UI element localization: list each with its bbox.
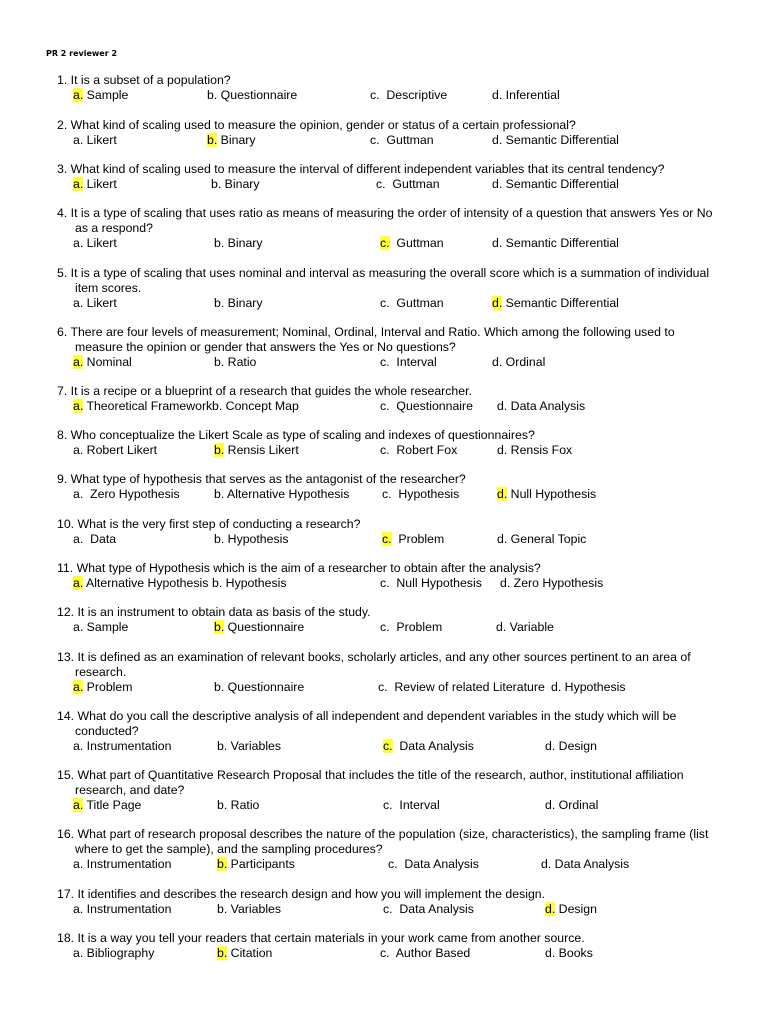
option-text: Likert bbox=[83, 177, 117, 191]
question-text-continued: as a respond? bbox=[75, 221, 153, 235]
option-b bbox=[217, 946, 272, 961]
option-letter: c. bbox=[383, 798, 393, 812]
option-letter: a. bbox=[73, 739, 84, 753]
option-a bbox=[73, 798, 141, 813]
option-text: Semantic Differential bbox=[502, 177, 619, 191]
option-letter: a. bbox=[73, 857, 84, 871]
question-text: 8. Who conceptualize the Likert Scale as type of scaling and indexes of questionnaires? bbox=[57, 428, 535, 442]
option-c bbox=[382, 487, 459, 502]
option-d bbox=[497, 399, 585, 414]
option-letter: c. bbox=[370, 88, 380, 102]
option-a bbox=[73, 177, 117, 192]
option-c bbox=[380, 296, 444, 311]
answer-options bbox=[0, 443, 768, 458]
option-letter: d. bbox=[551, 680, 562, 694]
option-letter: d. bbox=[492, 355, 503, 369]
option-letter: b. bbox=[214, 680, 225, 694]
option-c bbox=[383, 902, 474, 917]
answer-key-highlight: c. bbox=[380, 236, 390, 250]
option-text: Binary bbox=[221, 177, 260, 191]
option-letter: a. bbox=[73, 443, 84, 457]
option-text: Books bbox=[555, 946, 593, 960]
option-text: Ratio bbox=[227, 798, 260, 812]
option-text: Hypothesis bbox=[222, 576, 287, 590]
question-text-continued: research, and date? bbox=[75, 783, 185, 797]
answer-key-highlight: a. bbox=[73, 355, 84, 369]
answer-key-highlight: b. bbox=[217, 946, 228, 960]
question-text: 3. What kind of scaling used to measure the interval of different independent variables that its central tendency? bbox=[57, 162, 665, 176]
option-letter: b. bbox=[207, 88, 218, 102]
question-text-continued: conducted? bbox=[75, 724, 139, 738]
answer-options bbox=[0, 88, 768, 103]
option-letter: a. bbox=[73, 532, 84, 546]
option-letter: a. bbox=[73, 487, 84, 501]
option-a bbox=[73, 133, 117, 148]
option-letter: c. bbox=[380, 946, 390, 960]
option-text: Binary bbox=[217, 133, 256, 147]
option-a bbox=[73, 532, 116, 547]
document-title: PR 2 reviewer 2 bbox=[46, 49, 118, 58]
question-text: 14. What do you call the descriptive analysis of all independent and dependent variables in the study which will be bbox=[57, 709, 677, 723]
answer-key-highlight: a. bbox=[73, 680, 84, 694]
option-d bbox=[497, 443, 572, 458]
option-text: Guttman bbox=[379, 133, 434, 147]
option-text: Questionnaire bbox=[217, 88, 298, 102]
option-b bbox=[217, 857, 295, 872]
answer-key-highlight: a. bbox=[73, 88, 84, 102]
question-text: 13. It is defined as an examination of relevant books, scholarly articles, and any other sources pertinent to an area of bbox=[57, 650, 691, 664]
option-b bbox=[214, 236, 263, 251]
option-letter: c. bbox=[380, 296, 390, 310]
option-c bbox=[370, 88, 447, 103]
option-text: Semantic Differential bbox=[502, 296, 619, 310]
option-text: General Topic bbox=[507, 532, 587, 546]
option-c bbox=[380, 443, 457, 458]
answer-key-highlight: d. bbox=[492, 296, 503, 310]
option-text: Ordinal bbox=[555, 798, 599, 812]
option-c bbox=[380, 236, 444, 251]
option-text: Problem bbox=[83, 680, 133, 694]
option-text: Data Analysis bbox=[392, 739, 474, 753]
option-text: Instrumentation bbox=[83, 857, 172, 871]
option-d bbox=[492, 133, 619, 148]
option-a bbox=[73, 296, 117, 311]
question-text: 12. It is an instrument to obtain data as basis of the study. bbox=[57, 605, 371, 619]
answer-key-highlight: a. bbox=[73, 399, 84, 413]
question-text: 4. It is a type of scaling that uses ratio as means of measuring the order of intensity of a question that answers Yes or No bbox=[57, 206, 713, 220]
answer-options bbox=[0, 902, 768, 917]
option-text: Design bbox=[555, 739, 597, 753]
option-letter: a. bbox=[73, 236, 84, 250]
question-text-continued: measure the opinion or gender that answers the Yes or No questions? bbox=[75, 340, 456, 354]
option-letter: c. bbox=[383, 902, 393, 916]
option-text: Ratio bbox=[224, 355, 257, 369]
option-b bbox=[217, 902, 281, 917]
option-letter: c. bbox=[380, 355, 390, 369]
option-letter: c. bbox=[380, 576, 390, 590]
question-text: 16. What part of research proposal describes the nature of the population (size, characteristics), the sampling frame (list bbox=[57, 827, 709, 841]
option-d bbox=[492, 177, 619, 192]
option-c bbox=[380, 946, 470, 961]
option-letter: b. bbox=[217, 798, 228, 812]
option-d bbox=[545, 798, 598, 813]
question-text: 6. There are four levels of measurement; Nominal, Ordinal, Interval and Ratio. Which among the following used to bbox=[57, 325, 675, 339]
option-text: Guttman bbox=[385, 177, 440, 191]
answer-options bbox=[0, 739, 768, 754]
option-letter: c. bbox=[382, 487, 392, 501]
question-text: 9. What type of hypothesis that serves as the antagonist of the researcher? bbox=[57, 472, 466, 486]
option-text: Robert Fox bbox=[389, 443, 458, 457]
option-c bbox=[380, 576, 482, 591]
answer-options bbox=[0, 296, 768, 311]
question-text: 2. What kind of scaling used to measure the opinion, gender or status of a certain professional? bbox=[57, 118, 576, 132]
option-text: Likert bbox=[83, 296, 117, 310]
option-text: Interval bbox=[389, 355, 437, 369]
option-c bbox=[376, 177, 440, 192]
answer-options bbox=[0, 133, 768, 148]
option-c bbox=[383, 739, 474, 754]
option-b bbox=[212, 399, 299, 414]
option-letter: c. bbox=[370, 133, 380, 147]
option-letter: c. bbox=[380, 620, 390, 634]
option-d bbox=[497, 532, 586, 547]
option-text: Variables bbox=[227, 739, 282, 753]
option-a bbox=[73, 399, 212, 414]
option-b bbox=[214, 487, 349, 502]
option-b bbox=[214, 532, 289, 547]
option-b bbox=[207, 88, 297, 103]
option-text: Guttman bbox=[389, 236, 444, 250]
option-b bbox=[214, 620, 304, 635]
answer-options bbox=[0, 620, 768, 635]
option-letter: b. bbox=[211, 177, 222, 191]
option-text: Participants bbox=[227, 857, 295, 871]
option-text: Zero Hypothesis bbox=[83, 487, 180, 501]
option-text: Semantic Differential bbox=[502, 133, 619, 147]
option-text: Concept Map bbox=[222, 399, 299, 413]
option-letter: d. bbox=[545, 946, 556, 960]
option-text: Questionnaire bbox=[389, 399, 473, 413]
option-b bbox=[214, 296, 263, 311]
option-text: Theoretical Framework bbox=[83, 399, 213, 413]
option-text: Questionnaire bbox=[224, 680, 305, 694]
option-text: Null Hypothesis bbox=[507, 487, 597, 501]
option-text: Questionnaire bbox=[224, 620, 305, 634]
option-text: Bibliography bbox=[83, 946, 155, 960]
option-a bbox=[73, 902, 171, 917]
option-letter: d. bbox=[492, 236, 503, 250]
option-text: Rensis Fox bbox=[507, 443, 573, 457]
option-letter: b. bbox=[217, 902, 228, 916]
option-c bbox=[378, 680, 545, 695]
option-text: Zero Hypothesis bbox=[510, 576, 604, 590]
option-b bbox=[214, 443, 299, 458]
option-c bbox=[380, 399, 473, 414]
option-c bbox=[382, 532, 444, 547]
answer-options bbox=[0, 680, 768, 695]
option-letter: b. bbox=[214, 532, 225, 546]
answer-key-highlight: a. bbox=[73, 177, 84, 191]
option-letter: d. bbox=[497, 399, 508, 413]
option-text: Data Analysis bbox=[397, 857, 479, 871]
option-text: Data Analysis bbox=[392, 902, 474, 916]
option-text: Descriptive bbox=[379, 88, 448, 102]
option-letter: a. bbox=[73, 902, 84, 916]
option-letter: c. bbox=[380, 399, 390, 413]
option-text: Problem bbox=[391, 532, 445, 546]
option-text: Data Analysis bbox=[507, 399, 586, 413]
option-b bbox=[207, 133, 256, 148]
option-d bbox=[492, 296, 619, 311]
option-letter: b. bbox=[212, 576, 223, 590]
option-a bbox=[73, 443, 157, 458]
option-letter: d. bbox=[500, 576, 511, 590]
option-letter: d. bbox=[541, 857, 552, 871]
question-text: 7. It is a recipe or a blueprint of a research that guides the whole researcher. bbox=[57, 384, 472, 398]
option-text: Binary bbox=[224, 236, 263, 250]
option-a bbox=[73, 236, 117, 251]
option-text: Guttman bbox=[389, 296, 444, 310]
answer-options bbox=[0, 487, 768, 502]
option-b bbox=[211, 177, 260, 192]
option-text: Instrumentation bbox=[83, 902, 172, 916]
option-d bbox=[545, 739, 597, 754]
option-text: Variable bbox=[506, 620, 554, 634]
question-text: 15. What part of Quantitative Research Proposal that includes the title of the research, author, institutional affiliation bbox=[57, 768, 684, 782]
option-letter: c. bbox=[376, 177, 386, 191]
option-letter: a. bbox=[73, 133, 84, 147]
option-letter: c. bbox=[380, 443, 390, 457]
question-text: 10. What is the very first step of conducting a research? bbox=[57, 517, 361, 531]
option-text: Problem bbox=[389, 620, 443, 634]
option-letter: d. bbox=[496, 620, 507, 634]
option-text: Sample bbox=[83, 620, 129, 634]
option-letter: c. bbox=[378, 680, 388, 694]
option-text: Nominal bbox=[83, 355, 132, 369]
option-letter: a. bbox=[73, 946, 84, 960]
option-text: Null Hypothesis bbox=[389, 576, 482, 590]
option-text: Citation bbox=[227, 946, 273, 960]
option-c bbox=[380, 355, 437, 370]
option-b bbox=[214, 355, 256, 370]
option-text: Data Analysis bbox=[551, 857, 630, 871]
option-letter: d. bbox=[492, 88, 503, 102]
option-letter: a. bbox=[73, 620, 84, 634]
option-text: Alternative Hypothesis bbox=[83, 576, 209, 590]
option-a bbox=[73, 88, 128, 103]
option-text: Hypothesis bbox=[391, 487, 460, 501]
answer-key-highlight: c. bbox=[382, 532, 392, 546]
option-a bbox=[73, 739, 171, 754]
option-text: Instrumentation bbox=[83, 739, 172, 753]
answer-key-highlight: b. bbox=[214, 443, 225, 457]
question-text: 18. It is a way you tell your readers that certain materials in your work came from another source. bbox=[57, 931, 585, 945]
option-text: Alternative Hypothesis bbox=[224, 487, 350, 501]
option-d bbox=[545, 946, 593, 961]
option-c bbox=[383, 798, 440, 813]
option-d bbox=[497, 487, 596, 502]
option-letter: d. bbox=[545, 739, 556, 753]
option-text: Author Based bbox=[389, 946, 471, 960]
answer-key-highlight: b. bbox=[207, 133, 218, 147]
option-b bbox=[217, 798, 259, 813]
answer-options bbox=[0, 798, 768, 813]
option-d bbox=[551, 680, 626, 695]
answer-key-highlight: d. bbox=[545, 902, 556, 916]
answer-options bbox=[0, 236, 768, 251]
question-text-continued: item scores. bbox=[75, 281, 142, 295]
question-text: 1. It is a subset of a population? bbox=[57, 73, 231, 87]
answer-key-highlight: b. bbox=[214, 620, 225, 634]
option-d bbox=[492, 355, 545, 370]
option-text: Review of related Literature bbox=[387, 680, 545, 694]
answer-key-highlight: d. bbox=[497, 487, 508, 501]
option-letter: b. bbox=[214, 236, 225, 250]
answer-key-highlight: b. bbox=[217, 857, 228, 871]
option-a bbox=[73, 857, 171, 872]
option-a bbox=[73, 487, 180, 502]
option-a bbox=[73, 355, 132, 370]
answer-options bbox=[0, 355, 768, 370]
option-letter: c. bbox=[388, 857, 398, 871]
answer-key-highlight: c. bbox=[383, 739, 393, 753]
option-text: Rensis Likert bbox=[224, 443, 299, 457]
option-letter: d. bbox=[492, 133, 503, 147]
option-c bbox=[380, 620, 442, 635]
option-text: Design bbox=[555, 902, 597, 916]
answer-key-highlight: a. bbox=[73, 798, 84, 812]
option-text: Hypothesis bbox=[561, 680, 626, 694]
option-d bbox=[492, 236, 619, 251]
question-text-continued: research. bbox=[75, 665, 127, 679]
option-c bbox=[370, 133, 434, 148]
option-text: Ordinal bbox=[502, 355, 546, 369]
option-a bbox=[73, 946, 154, 961]
option-text: Variables bbox=[227, 902, 282, 916]
option-letter: a. bbox=[73, 296, 84, 310]
option-letter: b. bbox=[217, 739, 228, 753]
option-a bbox=[73, 680, 132, 695]
option-text: Hypothesis bbox=[224, 532, 289, 546]
option-b bbox=[212, 576, 287, 591]
answer-options bbox=[0, 576, 768, 591]
option-letter: d. bbox=[497, 532, 508, 546]
option-d bbox=[541, 857, 629, 872]
question-text: 17. It identifies and describes the research design and how you will implement the design. bbox=[57, 887, 546, 901]
option-text: Binary bbox=[224, 296, 263, 310]
option-text: Interval bbox=[392, 798, 440, 812]
option-text: Robert Likert bbox=[83, 443, 158, 457]
answer-options bbox=[0, 532, 768, 547]
option-a bbox=[73, 620, 128, 635]
option-c bbox=[388, 857, 479, 872]
question-text: 5. It is a type of scaling that uses nominal and interval as measuring the overall score which is a summation of individual bbox=[57, 266, 710, 280]
answer-options bbox=[0, 399, 768, 414]
option-b bbox=[214, 680, 304, 695]
option-letter: d. bbox=[545, 798, 556, 812]
option-letter: b. bbox=[212, 399, 223, 413]
option-letter: d. bbox=[497, 443, 508, 457]
answer-options bbox=[0, 946, 768, 961]
option-d bbox=[492, 88, 560, 103]
question-text: 11. What type of Hypothesis which is the aim of a researcher to obtain after the analysis? bbox=[57, 561, 541, 575]
option-letter: d. bbox=[492, 177, 503, 191]
option-text: Data bbox=[83, 532, 117, 546]
option-a bbox=[73, 576, 208, 591]
option-text: Likert bbox=[83, 133, 117, 147]
answer-key-highlight: a. bbox=[73, 576, 84, 590]
option-d bbox=[500, 576, 603, 591]
option-b bbox=[217, 739, 281, 754]
option-text: Title Page bbox=[83, 798, 142, 812]
option-text: Likert bbox=[83, 236, 117, 250]
option-letter: b. bbox=[214, 296, 225, 310]
option-d bbox=[545, 902, 597, 917]
option-text: Semantic Differential bbox=[502, 236, 619, 250]
option-d bbox=[496, 620, 554, 635]
answer-options bbox=[0, 177, 768, 192]
option-text: Sample bbox=[83, 88, 129, 102]
question-text-continued: where to get the sample), and the sampling procedures? bbox=[75, 842, 383, 856]
option-letter: b. bbox=[214, 487, 225, 501]
option-letter: b. bbox=[214, 355, 225, 369]
option-text: Inferential bbox=[502, 88, 560, 102]
answer-options bbox=[0, 857, 768, 872]
